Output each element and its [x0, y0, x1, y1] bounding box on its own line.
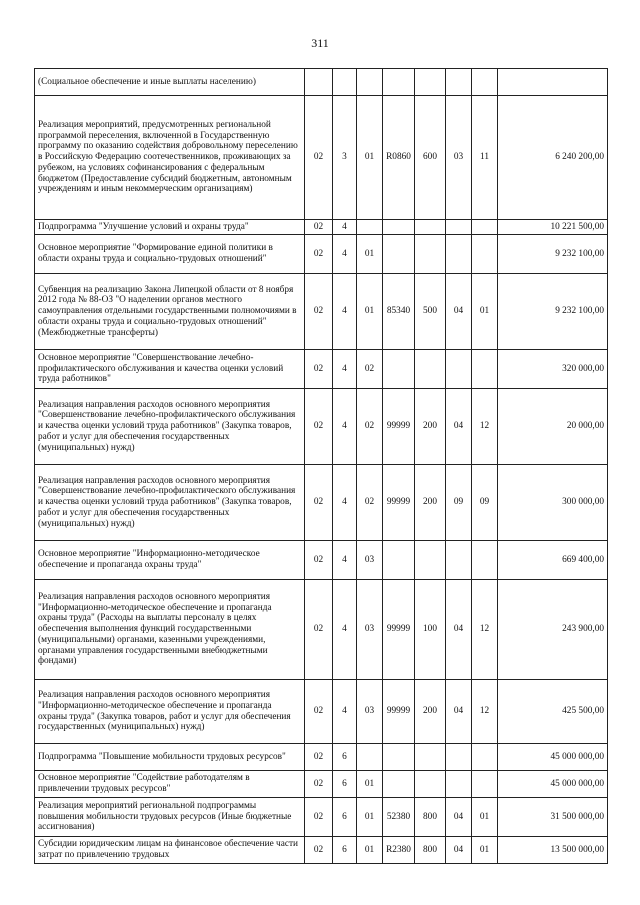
code-event: 01 — [357, 837, 383, 864]
amount: 20 000,00 — [498, 389, 608, 465]
code-subsection — [472, 744, 498, 771]
code-section: 03 — [446, 96, 472, 220]
code-section: 04 — [446, 680, 472, 744]
code-section — [446, 235, 472, 274]
code-event: 03 — [357, 680, 383, 744]
code-program: 02 — [305, 580, 333, 680]
code-subsection — [472, 350, 498, 389]
row-name: Основное мероприятие "Формирование единой политики в области охраны труда и социально-трудовых отношений" — [35, 235, 305, 274]
amount: 45 000 000,00 — [498, 771, 608, 798]
code-program: 02 — [305, 220, 333, 235]
code-section — [446, 350, 472, 389]
code-subsection — [472, 771, 498, 798]
amount — [498, 69, 608, 96]
amount: 425 500,00 — [498, 680, 608, 744]
code-subprogram: 4 — [333, 580, 357, 680]
code-subsection — [472, 235, 498, 274]
code-section — [446, 771, 472, 798]
code-direction: R2380 — [383, 837, 415, 864]
code-expense-type: 200 — [415, 680, 446, 744]
code-expense-type — [415, 235, 446, 274]
table-row — [35, 744, 608, 771]
code-program: 02 — [305, 744, 333, 771]
code-direction — [383, 744, 415, 771]
code-program: 02 — [305, 465, 333, 541]
amount: 300 000,00 — [498, 465, 608, 541]
amount: 13 500 000,00 — [498, 837, 608, 864]
row-name: Реализация направления расходов основного мероприятия "Информационно-методическое обеспечение и пропаганда охраны труда" (Расходы на выплаты персоналу в целях обеспечения выполнения функций государственными (муниципальными) органами, казенными учреждениями, органами управления государственными внебюджетными фондами) — [35, 580, 305, 680]
code-section — [446, 220, 472, 235]
code-subprogram: 4 — [333, 465, 357, 541]
table-row — [35, 541, 608, 580]
table-row — [35, 350, 608, 389]
code-section: 09 — [446, 465, 472, 541]
code-expense-type — [415, 220, 446, 235]
code-event: 03 — [357, 541, 383, 580]
code-event: 01 — [357, 274, 383, 350]
code-subprogram: 4 — [333, 235, 357, 274]
code-expense-type — [415, 744, 446, 771]
code-program: 02 — [305, 350, 333, 389]
code-subsection: 12 — [472, 680, 498, 744]
row-name: Реализация направления расходов основного мероприятия "Совершенствование лечебно-профилактического обслуживания и качества оценки условий труда работников" (Закупка товаров, работ и услуг для обеспечения государственных (муниципальных) нужд) — [35, 465, 305, 541]
code-subprogram — [333, 69, 357, 96]
code-direction — [383, 220, 415, 235]
table-row — [35, 771, 608, 798]
code-direction — [383, 350, 415, 389]
amount: 320 000,00 — [498, 350, 608, 389]
code-expense-type — [415, 771, 446, 798]
code-event: 01 — [357, 771, 383, 798]
code-event: 03 — [357, 580, 383, 680]
code-expense-type: 600 — [415, 96, 446, 220]
code-section — [446, 541, 472, 580]
table-row — [35, 274, 608, 350]
code-event: 01 — [357, 798, 383, 837]
amount: 10 221 500,00 — [498, 220, 608, 235]
code-program: 02 — [305, 680, 333, 744]
code-subsection: 09 — [472, 465, 498, 541]
code-event: 02 — [357, 350, 383, 389]
code-event: 01 — [357, 96, 383, 220]
code-expense-type: 200 — [415, 465, 446, 541]
amount: 6 240 200,00 — [498, 96, 608, 220]
code-direction — [383, 541, 415, 580]
amount: 9 232 100,00 — [498, 274, 608, 350]
code-direction: 99999 — [383, 465, 415, 541]
row-name: Реализация направления расходов основного мероприятия "Совершенствование лечебно-профилактического обслуживания и качества оценки условий труда работников" (Закупка товаров, работ и услуг для обеспечения государственных (муниципальных) нужд) — [35, 389, 305, 465]
code-subsection: 01 — [472, 798, 498, 837]
code-expense-type — [415, 69, 446, 96]
code-program: 02 — [305, 235, 333, 274]
code-direction: 99999 — [383, 389, 415, 465]
budget-table — [34, 68, 608, 864]
code-subsection: 12 — [472, 389, 498, 465]
code-program: 02 — [305, 798, 333, 837]
code-subprogram: 4 — [333, 220, 357, 235]
code-subprogram: 4 — [333, 389, 357, 465]
amount: 31 500 000,00 — [498, 798, 608, 837]
code-direction: R0860 — [383, 96, 415, 220]
row-name: Основное мероприятие "Совершенствование лечебно-профилактического обслуживания и качества оценки условий труда работников" — [35, 350, 305, 389]
table-row — [35, 465, 608, 541]
code-expense-type: 800 — [415, 798, 446, 837]
code-section: 04 — [446, 837, 472, 864]
code-direction: 52380 — [383, 798, 415, 837]
table-row — [35, 220, 608, 235]
code-event: 02 — [357, 465, 383, 541]
code-section: 04 — [446, 580, 472, 680]
amount: 669 400,00 — [498, 541, 608, 580]
amount: 45 000 000,00 — [498, 744, 608, 771]
code-section — [446, 69, 472, 96]
code-subprogram: 4 — [333, 274, 357, 350]
code-direction — [383, 69, 415, 96]
row-name: Реализация мероприятий региональной подпрограммы повышения мобильности трудовых ресурсов (Иные бюджетные ассигнования) — [35, 798, 305, 837]
code-direction: 99999 — [383, 580, 415, 680]
amount: 243 900,00 — [498, 580, 608, 680]
table-row — [35, 389, 608, 465]
code-expense-type: 200 — [415, 389, 446, 465]
row-name: Основное мероприятие "Информационно-методическое обеспечение и пропаганда охраны труда" — [35, 541, 305, 580]
code-event — [357, 744, 383, 771]
code-subprogram: 6 — [333, 771, 357, 798]
code-subprogram: 4 — [333, 350, 357, 389]
code-subsection: 11 — [472, 96, 498, 220]
code-expense-type: 100 — [415, 580, 446, 680]
code-expense-type: 800 — [415, 837, 446, 864]
code-program: 02 — [305, 771, 333, 798]
code-program: 02 — [305, 96, 333, 220]
amount: 9 232 100,00 — [498, 235, 608, 274]
code-subprogram: 4 — [333, 680, 357, 744]
row-name: Подпрограмма "Улучшение условий и охраны труда" — [35, 220, 305, 235]
code-subprogram: 6 — [333, 798, 357, 837]
table-row — [35, 96, 608, 220]
code-subsection — [472, 69, 498, 96]
row-name: Реализация направления расходов основного мероприятия "Информационно-методическое обеспечение и пропаганда охраны труда" (Закупка товаров, работ и услуг для обеспечения государственных (муниципальных) нужд) — [35, 680, 305, 744]
table-row — [35, 680, 608, 744]
row-name: (Социальное обеспечение и иные выплаты населению) — [35, 69, 305, 96]
row-name: Основное мероприятие "Содействие работодателям в привлечении трудовых ресурсов" — [35, 771, 305, 798]
table-row — [35, 837, 608, 864]
code-subprogram: 6 — [333, 744, 357, 771]
table-row — [35, 798, 608, 837]
code-section: 04 — [446, 274, 472, 350]
code-section: 04 — [446, 389, 472, 465]
code-section — [446, 744, 472, 771]
code-direction: 99999 — [383, 680, 415, 744]
code-program: 02 — [305, 389, 333, 465]
code-program: 02 — [305, 837, 333, 864]
code-subsection: 01 — [472, 837, 498, 864]
code-program — [305, 69, 333, 96]
row-name: Субвенция на реализацию Закона Липецкой области от 8 ноября 2012 года № 88-ОЗ "О наделении органов местного самоуправления отдельными государственными полномочиями в области охраны труда и социально-трудовых отношений" (Межбюджетные трансферты) — [35, 274, 305, 350]
row-name: Субсидии юридическим лицам на финансовое обеспечение части затрат по привлечению трудовых — [35, 837, 305, 864]
code-subprogram: 6 — [333, 837, 357, 864]
table-row — [35, 580, 608, 680]
code-expense-type — [415, 350, 446, 389]
code-subsection — [472, 220, 498, 235]
code-program: 02 — [305, 274, 333, 350]
table-row — [35, 69, 608, 96]
code-direction: 85340 — [383, 274, 415, 350]
table-row — [35, 235, 608, 274]
code-expense-type: 500 — [415, 274, 446, 350]
code-subsection: 12 — [472, 580, 498, 680]
row-name: Реализация мероприятий, предусмотренных региональной программой переселения, включенной в Государственную программу по оказанию содействия добровольному переселению в Российскую Федерацию соотечественников, проживающих за рубежом, на условиях софинансирования с федеральным бюджетом (Предоставление субсидий бюджетным, автономным учреждениям и иным некоммерческим организациям) — [35, 96, 305, 220]
code-event — [357, 220, 383, 235]
code-subsection — [472, 541, 498, 580]
code-expense-type — [415, 541, 446, 580]
code-direction — [383, 235, 415, 274]
code-subprogram: 4 — [333, 541, 357, 580]
code-subprogram: 3 — [333, 96, 357, 220]
code-event: 01 — [357, 235, 383, 274]
code-event — [357, 69, 383, 96]
code-direction — [383, 771, 415, 798]
code-program: 02 — [305, 541, 333, 580]
code-event: 02 — [357, 389, 383, 465]
code-subsection: 01 — [472, 274, 498, 350]
page-number: 311 — [311, 36, 329, 50]
code-section: 04 — [446, 798, 472, 837]
row-name: Подпрограмма "Повышение мобильности трудовых ресурсов" — [35, 744, 305, 771]
